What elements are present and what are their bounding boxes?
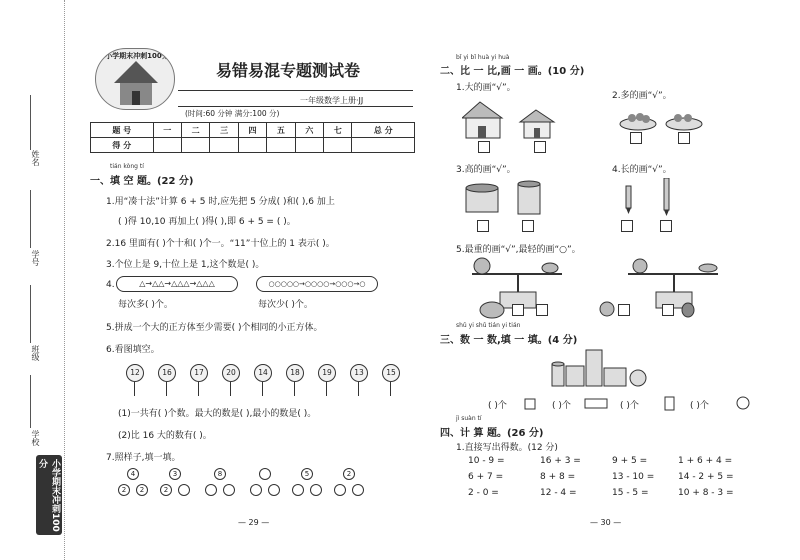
s2-q1: 1.大的画“√”。 — [456, 83, 516, 93]
cylinder-icon — [552, 362, 564, 386]
tree-left: 2 — [160, 484, 172, 496]
page-number-right: — 30 — — [590, 518, 622, 527]
calc-item: 1 + 6 + 4 = — [678, 456, 733, 466]
answer-box[interactable] — [678, 132, 690, 144]
flower-number: 14 — [254, 364, 272, 382]
flower-number: 19 — [318, 364, 336, 382]
score-cell: 得 分 — [91, 138, 154, 153]
flower-item — [254, 364, 272, 396]
score-input-cell[interactable] — [238, 138, 266, 153]
score-input-cell[interactable] — [295, 138, 323, 153]
answer-box[interactable] — [512, 304, 524, 316]
flower-stem — [294, 382, 295, 396]
calc-item: 9 + 5 = — [612, 456, 648, 466]
flower-number: 20 — [222, 364, 240, 382]
cuboid-icon — [586, 350, 602, 386]
plates-picture — [618, 106, 708, 132]
calc-item: 15 - 5 = — [612, 488, 649, 498]
number-tree — [160, 468, 190, 500]
flower-stem — [326, 382, 327, 396]
q3-line: 3.个位上是 9,十位上是 1,这个数是( )。 — [106, 260, 265, 270]
calc-item: 10 - 9 = — [468, 456, 505, 466]
cylinder-icon — [664, 394, 676, 412]
flower-stem — [390, 382, 391, 396]
flower-stem — [262, 382, 263, 396]
score-table-header-row — [91, 123, 415, 138]
time-score-note: (时间:60 分钟 满分:100 分) — [185, 109, 280, 118]
name-blank — [30, 95, 31, 150]
sphere-icon — [736, 396, 750, 410]
flower-item — [190, 364, 208, 396]
s2-q3: 3.高的画“√”。 — [456, 165, 516, 175]
count-cuboid: ( )个 — [552, 401, 571, 411]
flower-number: 18 — [286, 364, 304, 382]
drums-picture — [464, 180, 544, 216]
q4-left-answer: 每次多( )个。 — [118, 300, 173, 310]
calc-item: 16 + 3 = — [540, 456, 581, 466]
flower-item — [126, 364, 144, 396]
score-cell: 四 — [238, 123, 266, 138]
calc-item: 14 - 2 + 5 = — [678, 472, 734, 482]
s4-sub1: 1.直接写出得数。(12 分) — [456, 443, 558, 453]
score-input-cell[interactable] — [210, 138, 238, 153]
score-cell: 总 分 — [352, 123, 415, 138]
flower-number: 15 — [382, 364, 400, 382]
q1-line-b: ( )得 10,10 再加上( )得( ),即 6 + 5 = ( )。 — [118, 217, 296, 227]
score-input-cell[interactable] — [267, 138, 295, 153]
flower-stem — [358, 382, 359, 396]
tree-top: 5 — [301, 468, 313, 480]
section3-title: 三、数 一 数,填 一 填。(4 分) — [440, 335, 578, 346]
grade-rule — [178, 106, 413, 107]
page-number-left: — 29 — — [238, 518, 270, 527]
school-blank — [30, 375, 31, 428]
q6-line: 6.看图填空。 — [106, 345, 160, 355]
q4-triangle-sequence: △→△△→△△△→△△△ — [116, 276, 238, 292]
fold-line — [64, 0, 65, 560]
answer-box[interactable] — [522, 220, 534, 232]
q1-line-a: 1.用“凑十法”计算 6 + 5 时,应先把 5 分成( )和( ),6 加上 — [106, 197, 335, 207]
calc-item: 12 - 4 = — [540, 488, 577, 498]
section4-pinyin: jì suàn tí — [456, 415, 482, 422]
answer-box[interactable] — [534, 141, 546, 153]
tree-left-blank[interactable] — [250, 484, 262, 496]
s2-q2: 2.多的画“√”。 — [612, 91, 672, 101]
q5-line: 5.拼成一个大的正方体至少需要( )个相同的小正方体。 — [106, 323, 323, 333]
solid-shapes-picture — [548, 346, 658, 390]
vegetable-icon — [598, 300, 616, 318]
tall-drum-icon — [518, 181, 540, 214]
tree-right-blank[interactable] — [178, 484, 190, 496]
tree-right-blank[interactable] — [310, 484, 322, 496]
flower-number: 12 — [126, 364, 144, 382]
short-drum-icon — [466, 184, 498, 212]
tree-right: 2 — [136, 484, 148, 496]
tree-right-blank[interactable] — [268, 484, 280, 496]
brand-badge — [36, 455, 62, 535]
q7-line: 7.照样子,填一填。 — [106, 453, 181, 463]
section4-title: 四、计 算 题。(26 分) — [440, 428, 544, 439]
section2-pinyin: bǐ yi bǐ huà yi huà — [456, 54, 510, 61]
tree-left-blank[interactable] — [205, 484, 217, 496]
q6-sub1: (1)一共有( )个数。最大的数是( ),最小的数是( )。 — [118, 409, 317, 419]
score-table — [90, 122, 415, 153]
answer-box[interactable] — [536, 304, 548, 316]
logo-text: 小学期末冲刺100分 — [105, 52, 169, 60]
score-cell: 五 — [267, 123, 295, 138]
score-cell: 题 号 — [91, 123, 154, 138]
name-label: 姓名 — [31, 150, 40, 166]
student-id-label: 学号 — [31, 250, 40, 266]
big-house-icon — [462, 102, 502, 138]
tree-left: 2 — [118, 484, 130, 496]
flower-stem — [166, 382, 167, 396]
houses-picture — [462, 98, 572, 140]
answer-box[interactable] — [630, 132, 642, 144]
flower-stem — [230, 382, 231, 396]
tree-right-blank[interactable] — [223, 484, 235, 496]
flower-number: 17 — [190, 364, 208, 382]
number-tree — [118, 468, 148, 500]
q4-right-answer: 每次少( )个。 — [258, 300, 313, 310]
sphere-icon — [630, 370, 646, 386]
s2-q4: 4.长的画“√”。 — [612, 165, 672, 175]
q2-line: 2.16 里面有( )个十和( )个一。“11”十位上的 1 表示( )。 — [106, 239, 335, 249]
school-label: 学校 — [31, 430, 40, 446]
q4-circle-sequence: ○○○○○→○○○○→○○○→○ — [256, 276, 378, 292]
tree-top: 8 — [214, 468, 226, 480]
answer-box[interactable] — [662, 304, 674, 316]
eggplant-icon — [680, 300, 696, 318]
q6-sub2: (2)比 16 大的数有( )。 — [118, 431, 212, 441]
flower-item — [318, 364, 336, 396]
class-blank — [30, 285, 31, 343]
small-house-icon — [520, 110, 554, 138]
q4-number: 4. — [106, 280, 115, 290]
tree-top: 2 — [343, 468, 355, 480]
short-pen-icon — [626, 186, 631, 214]
balance-scale-icon — [628, 259, 718, 308]
score-input-cell[interactable] — [153, 138, 181, 153]
tree-right-blank[interactable] — [352, 484, 364, 496]
calc-item: 8 + 8 = — [540, 472, 576, 482]
flower-stem — [134, 382, 135, 396]
flower-item — [350, 364, 368, 396]
score-cell: 三 — [210, 123, 238, 138]
flower-item — [222, 364, 240, 396]
tree-top: 3 — [169, 468, 181, 480]
flower-item — [158, 364, 176, 396]
calc-item: 13 - 10 = — [612, 472, 655, 482]
student-id-blank — [30, 190, 31, 248]
score-input-cell[interactable] — [181, 138, 209, 153]
flower-number: 13 — [350, 364, 368, 382]
number-tree — [205, 468, 235, 500]
score-cell: 七 — [324, 123, 352, 138]
number-tree — [334, 468, 364, 500]
page-title: 易错易混专题测试卷 — [215, 61, 360, 80]
score-table-score-row — [91, 138, 415, 153]
number-tree — [250, 468, 280, 500]
cuboid-icon — [584, 396, 610, 410]
count-sphere: ( )个 — [690, 401, 709, 411]
tree-top: 4 — [127, 468, 139, 480]
binding-sidebar — [0, 0, 88, 560]
cube-icon — [566, 366, 584, 386]
s2-q5: 5.最重的画“√”,最轻的画“○”。 — [456, 245, 581, 255]
cuboid-icon — [604, 368, 626, 386]
score-input-cell[interactable] — [352, 138, 415, 153]
flower-stem — [198, 382, 199, 396]
score-cell: 二 — [181, 123, 209, 138]
tree-top-blank[interactable] — [259, 468, 271, 480]
plate-icon — [666, 114, 702, 130]
score-cell: 一 — [153, 123, 181, 138]
count-cylinder: ( )个 — [620, 401, 639, 411]
flower-item — [286, 364, 304, 396]
title-rule — [178, 90, 413, 91]
answer-box[interactable] — [618, 304, 630, 316]
section2-title: 二、比 一 比,画 一 画。(10 分) — [440, 66, 585, 77]
section1-pinyin: tián kòng tí — [110, 163, 144, 170]
pens-picture — [620, 178, 680, 218]
pumpkin-icon — [478, 300, 508, 320]
long-pen-icon — [664, 178, 669, 216]
brand-badge-text: 小学期末冲刺100分 — [37, 459, 60, 532]
answer-box[interactable] — [478, 141, 490, 153]
plate-icon — [620, 113, 656, 130]
cube-icon — [524, 396, 538, 410]
tree-left-blank[interactable] — [334, 484, 346, 496]
number-tree — [292, 468, 322, 500]
calc-item: 6 + 7 = — [468, 472, 504, 482]
calc-item: 10 + 8 - 3 = — [678, 488, 734, 498]
answer-box[interactable] — [477, 220, 489, 232]
flower-number: 16 — [158, 364, 176, 382]
grade-label: 一年级数学上册·JJ — [300, 96, 364, 105]
section1-title: 一、填 空 题。(22 分) — [90, 176, 194, 187]
flower-item — [382, 364, 400, 396]
answer-box[interactable] — [660, 220, 672, 232]
calc-item: 2 - 0 = — [468, 488, 499, 498]
tree-left-blank[interactable] — [292, 484, 304, 496]
answer-box[interactable] — [621, 220, 633, 232]
score-input-cell[interactable] — [324, 138, 352, 153]
series-logo — [95, 48, 175, 110]
class-label: 班级 — [31, 345, 40, 361]
count-cube: ( )个 — [488, 401, 507, 411]
section3-pinyin: shǔ yi shǔ tián yi tián — [456, 322, 521, 329]
score-cell: 六 — [295, 123, 323, 138]
